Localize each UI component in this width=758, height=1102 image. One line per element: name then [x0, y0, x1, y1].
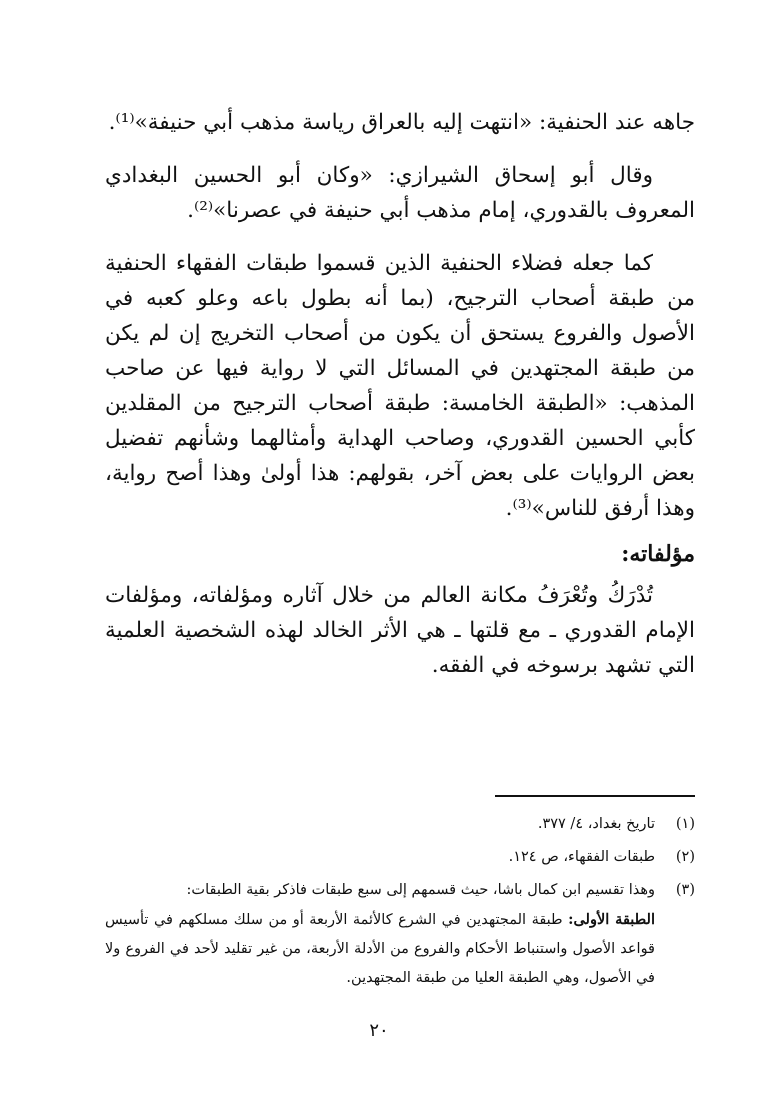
footnotes — [105, 810, 695, 997]
footnote-text — [105, 876, 655, 993]
footnote-1 — [105, 810, 695, 839]
footnote-number: (٣) — [675, 882, 695, 898]
section-heading: مؤلفاته: — [621, 541, 695, 567]
footnote-bold-lead: الطبقة الأولى: — [568, 911, 656, 928]
paragraph-gap — [105, 140, 695, 158]
footnote-text-line: تاريخ بغداد، ٤/ ٣٧٧. — [537, 816, 655, 832]
paragraph-4: تُدْرَكُ وتُعْرَفُ مكانة العالم من خلال آثاره ومؤلفاته، ومؤلفات الإمام القدوري ـ مع قلتها ـ هي الأثر الخالد لهذه الشخصية العلمية التي تشهد برسوخه في الفقه. — [105, 583, 695, 678]
paragraph-3: كما جعله فضلاء الحنفية الذين قسموا طبقات الفقهاء الحنفية من طبقة أصحاب الترجيح، (بما أنه بطول باعه وعلو كعبه في الأصول والفروع يستحق أن يكون من أصحاب التخريج إن لم يكن من طبقة المجتهدين في المسائل التي لا رواية فيها عن صاحب المذهب: «الطبقة الخامسة: طبقة أصحاب الترجيح من المقلدين كأبي الحسين القدوري، وصاحب الهداية وأمثالهما وشأنهم تفضيل بعض الروايات على بعض آخر، بقولهم: هذا أولىٰ وهذا أصح رواية، وهذا أرفق للناس»⁽³⁾. — [105, 251, 695, 521]
footnote-text-line: وهذا تقسيم ابن كمال باشا، حيث قسمهم إلى سبع طبقات فاذكر بقية الطبقات: — [186, 882, 655, 898]
page-number: ٢٠ — [369, 1020, 389, 1041]
paragraph-1: جاهه عند الحنفية: «انتهت إليه بالعراق رياسة مذهب أبي حنيفة»⁽¹⁾. — [108, 110, 695, 135]
footnote-text — [105, 843, 655, 872]
paragraph-gap — [105, 228, 695, 246]
footnote-3 — [105, 876, 695, 993]
main-text — [105, 105, 695, 683]
footnote-number: (١) — [675, 816, 695, 832]
footnote-subparagraph — [105, 905, 655, 993]
footnote-number: (٢) — [675, 849, 695, 865]
footnote-sub-text: طبقة المجتهدين في الشرع كالأئمة الأربعة أو من سلك مسلكهم في تأسيس قواعد الأصول واستنباط الأحكام والفروع من الأدلة الأربعة، من غير تقليد لأحد في الفروع ولا في الأصول، وهي الطبقة العليا من طبقة المجتهدين. — [105, 912, 655, 986]
footnote-2 — [105, 843, 695, 872]
footnote-divider — [495, 795, 695, 797]
paragraph-2: وقال أبو إسحاق الشيرازي: «وكان أبو الحسين البغدادي المعروف بالقدوري، إمام مذهب أبي حنيفة في عصرنا»⁽²⁾. — [105, 163, 695, 223]
footnote-text — [105, 810, 655, 839]
footnote-text-line: طبقات الفقهاء، ص ١٢٤. — [508, 849, 655, 865]
